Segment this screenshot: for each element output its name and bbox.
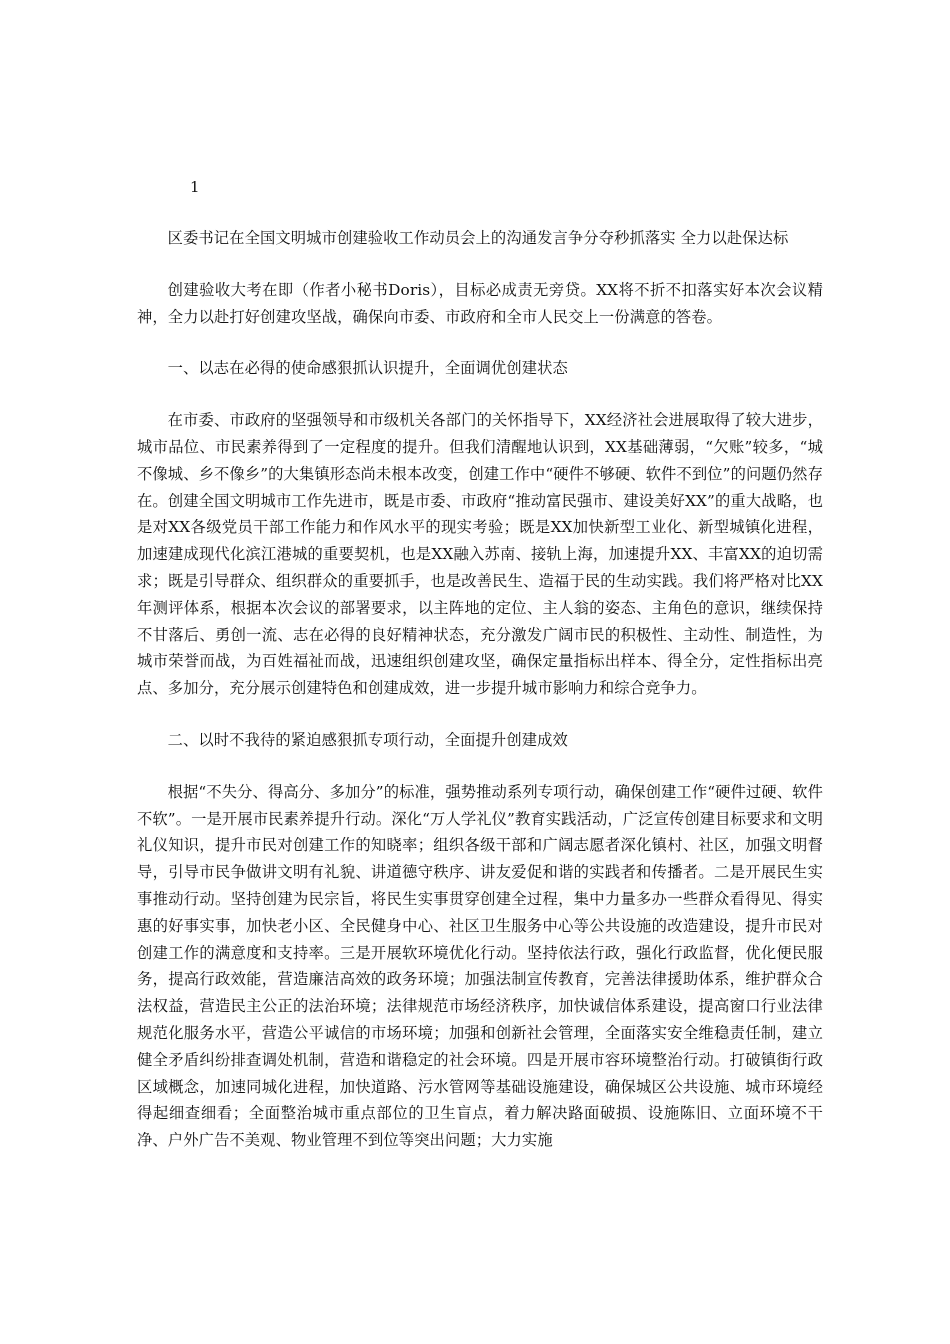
section-1-heading: 一、以志在必得的使命感狠抓认识提升，全面调优创建状态: [167, 359, 568, 378]
page-number: 1: [190, 178, 200, 196]
section-1-body: 在市委、市政府的坚强领导和市级机关各部门的关怀指导下，XX经济社会进展取得了较大进步，城市品位、市民素养得到了一定程度的提升。但我们清醒地认识到，XX基础薄弱，“欠账”较多，“城不像城、乡不像乡”的大集镇形态尚未根本改变，创建工作中“硬件不够硬、软件不到位”的问题仍然存在。创建全国文明城市工作先进市，既是市委、市政府“推动富民强市、建设美好XX”的重大战略，也是对XX各级党员干部工作能力和作风水平的现实考验；既是XX加快新型工业化、新型城镇化进程，加速建成现代化滨江港城的重要契机，也是XX融入苏南、接轨上海，加速提升XX、丰富XX的迫切需求；既是引导群众、组织群众的重要抓手，也是改善民生、造福于民的生动实践。我们将严格对比XX年测评体系，根据本次会议的部署要求，以主阵地的定位、主人翁的姿态、主角色的意识，继续保持不甘落后、勇创一流、志在必得的良好精神状态，充分激发广阔市民的积极性、主动性、制造性，为城市荣誉而战，为百姓福祉而战，迅速组织创建攻坚，确保定量指标出样本、得全分，定性指标出亮点、多加分，充分展示创建特色和创建成效，进一步提升城市影响力和综合竞争力。: [137, 411, 823, 698]
document-title: 区委书记在全国文明城市创建验收工作动员会上的沟通发言争分夺秒抓落实 全力以赴保达标: [167, 229, 789, 247]
section-2-heading: 二、以时不我待的紧迫感狠抓专项行动，全面提升创建成效: [167, 730, 568, 749]
document-body: [137, 225, 823, 1154]
intro-paragraph: 创建验收大考在即（作者小秘书Doris），目标必成责无旁贷。XX将不折不扣落实好本次会议精神，全力以赴打好创建攻坚战，确保向市委、市政府和全市人民交上一份满意的答卷。: [137, 280, 823, 326]
section-2-body: 根据“不失分、得高分、多加分”的标准，强势推动系列专项行动，确保创建工作“硬件过硬、软件不软”。一是开展市民素养提升行动。深化“万人学礼仪”教育实践活动，广泛宣传创建目标要求和文明礼仪知识，提升市民对创建工作的知晓率；组织各级干部和广阔志愿者深化镇村、社区，加强文明督导，引导市民争做讲文明有礼貌、讲道德守秩序、讲友爱促和谐的实践者和传播者。二是开展民生实事推动行动。坚持创建为民宗旨，将民生实事贯穿创建全过程，集中力量多办一些群众看得见、得实惠的好事实事，加快老小区、全民健身中心、社区卫生服务中心等公共设施的改造建设，提升市民对创建工作的满意度和支持率。三是开展软环境优化行动。坚持依法行政，强化行政监督，优化便民服务，提高行政效能，营造廉洁高效的政务环境；加强法制宣传教育，完善法律援助体系，维护群众合法权益，营造民主公正的法治环境；法律规范市场经济秩序，加快诚信体系建设，提高窗口行业法律规范化服务水平，营造公平诚信的市场环境；加强和创新社会管理，全面落实安全维稳责任制，建立健全矛盾纠纷排查调处机制，营造和谐稳定的社会环境。四是开展市容环境整治行动。打破镇街行政区域概念，加速同城化进程，加快道路、污水管网等基础设施建设，确保城区公共设施、城市环境经得起细查细看；全面整治城市重点部位的卫生盲点，着力解决路面破损、设施陈旧、立面环境不干净、户外广告不美观、物业管理不到位等突出问题；大力实施: [137, 782, 823, 1150]
